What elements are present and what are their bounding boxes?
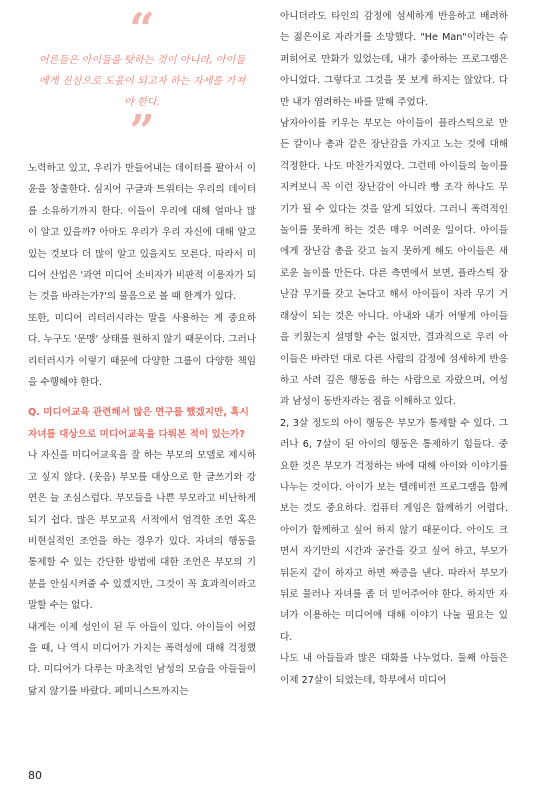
body-paragraph: 나 자신을 미디어교육을 잘 하는 부모의 모델로 제시하고 싶지 않다. (웃음) 부모를 대상으로 한 글쓰기와 강연은 늘 조심스럽다. 부모들을 나쁜 부모라고 비난하게 되기 쉽다. 많은 부모교육 서적에서 엄격한 조언 혹은 비현실적인 조언을 하는 경우가 있다. 자녀의 행동을 통제할 수 있는 간단한 방법에 대한 조언은 부모의 기분을 안심시켜줄 수 있겠지만, 그것이 꼭 효과적이라고 말할 수는 없다. (28, 450, 256, 612)
left-column (28, 0, 256, 702)
right-column (280, 6, 508, 691)
pull-quote-text: 어른들은 아이들을 탓하는 것이 아니라, 아이들에게 진심으로 도움이 되고자 하는 자세를 가져야 한다. (38, 55, 246, 108)
body-paragraph: 아니더라도 타인의 감정에 섬세하게 반응하고 배려하는 젊은이로 자라기를 소망했다. "He Man"이라는 슈퍼히어로 만화가 있었는데, 내가 좋아하는 프로그램은 아니었다. 그렇다고 그것을 못 보게 하지는 않았다. 다만 내가 염려하는 바를 말해 주었다. (280, 11, 508, 108)
body-paragraph: 남자아이를 키우는 부모는 아이들이 플라스틱으로 만든 칼이나 총과 같은 장난감을 가지고 노는 것에 대해 걱정한다. 나도 마찬가지였다. 그런데 아이들의 놀이를 지켜보니 꼭 이런 장난감이 아니라 빵 조각 하나도 무기가 될 수 있다는 것을 알게 되었다. 그러니 폭력적인 놀이를 못하게 하는 것은 매우 어려운 일이다. 아이들에게 장난감 총을 갖고 놀지 못하게 해도 아이들은 새로운 놀이를 만든다. 다른 측면에서 보면, 플라스틱 장난감 무기를 갖고 논다고 해서 아이들이 자라 무기 거래상이 되는 것은 아니다. 아내와 내가 어떻게 아이들을 키웠는지 설명할 수는 없지만, 결과적으로 우리 아이들은 바라던 대로 다른 사람의 감정에 섬세하게 반응하고 사려 깊은 행동을 하는 사람으로 자랐으며, 여성과 남성이 동반자라는 점을 이해하고 있다. (280, 118, 508, 408)
interview-question: Q. 미디어교육 관련해서 많은 연구를 했겠지만, 혹시 자녀를 대상으로 미디어교육을 다뤄본 적이 있는가? (28, 407, 249, 440)
open-quote-icon: “ (129, 4, 155, 55)
close-quote-icon: ” (129, 106, 155, 157)
pull-quote (28, 0, 256, 158)
body-paragraph: 노력하고 있고, 우리가 만들어내는 데이터를 팔아서 이윤을 창출한다. 심지어 구글과 트위터는 우리의 데이터를 소유하기까지 한다. 이들이 우리에 대해 얼마나 많이 알고 있을까? 아마도 우리가 우리 자신에 대해 알고 있는 것보다 더 많이 알고 있을지도 모른다. 따라서 미디어 산업은 '과연 미디어 소비자가 비판적 이용자가 되는 것을 바라는가?'의 물음으로 볼 때 한계가 있다. (28, 163, 256, 303)
page-number: 80 (28, 769, 42, 782)
body-paragraph: 또한, 미디어 리터러시라는 말을 사용하는 게 중요하다. 누구도 '문맹' 상태를 원하지 않기 때문이다. 그러나 리터러시가 이렇기 때문에 다양한 그룹이 다양한 책임을 수행해야 한다. (28, 312, 256, 389)
body-paragraph: 나도 내 아들들과 많은 대화를 나누었다. 둘째 아들은 이제 27살이 되었는데, 학부에서 미디어 (280, 653, 508, 686)
body-paragraph: 2, 3살 정도의 아이 행동은 부모가 통제할 수 있다. 그러나 6, 7살이 된 아이의 행동은 통제하기 힘들다. 중요한 것은 부모가 걱정하는 바에 대해 아이와 이야기를 나누는 것이다. 아이가 보는 텔레비전 프로그램을 함께 보는 것도 중요하다. 컴퓨터 게임은 함께하기 어렵다. 아이가 함께하고 싶어 하지 않기 때문이다. 아이도 크면서 자기만의 시간과 공간을 갖고 싶어 하고, 부모가 뒤돈지 같이 하자고 하면 짜증을 낸다. 따라서 부모가 뒤로 물러나 자녀를 좀 더 믿어주어야 한다. 하지만 자녀가 이용하는 미디어에 대해 이야기 나눌 필요는 있다. (280, 417, 508, 643)
body-paragraph: 내게는 이제 성인이 된 두 아들이 있다. 아이들이 어렸을 때, 나 역시 미디어가 가지는 폭력성에 대해 걱정했다. 미디어가 다루는 마초적인 남성의 모습을 아들들이 닮지 않기를 바랐다. 페미니스트까지는 (28, 621, 256, 697)
